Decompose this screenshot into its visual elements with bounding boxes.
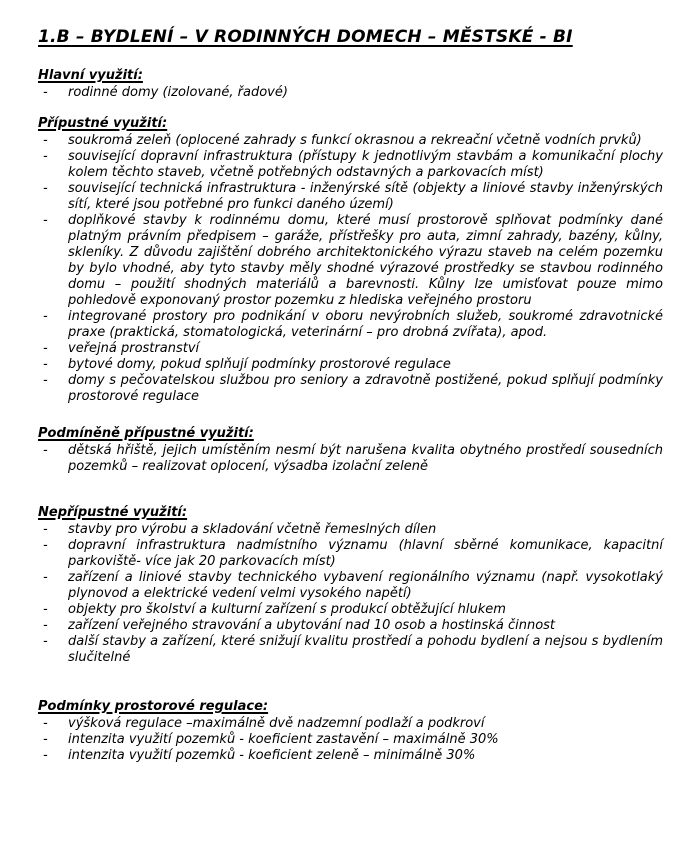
list-item xyxy=(38,443,663,475)
bullet-dash: - xyxy=(43,149,48,164)
section-conditionally-permissible-use xyxy=(38,426,663,475)
bullet-dash: - xyxy=(43,133,48,148)
list-item xyxy=(38,341,663,357)
section-heading: Hlavní využití: xyxy=(38,68,143,83)
list-item-text: veřejná prostranství xyxy=(68,341,200,356)
list-item xyxy=(38,716,663,732)
bullet-dash: - xyxy=(43,213,48,228)
list-item xyxy=(38,748,663,764)
list-item xyxy=(38,181,663,213)
bullet-dash: - xyxy=(43,716,48,731)
section-impermissible-use xyxy=(38,505,663,666)
list-item xyxy=(38,602,663,618)
bullet-dash: - xyxy=(43,748,48,763)
bullet-dash: - xyxy=(43,181,48,196)
list-item-text: intenzita využití pozemků - koeficient zastavění – maximálně 30% xyxy=(68,732,499,747)
list-item-text: intenzita využití pozemků - koeficient zeleně – minimálně 30% xyxy=(68,748,476,763)
section-heading: Podmíněně přípustné využití: xyxy=(38,426,254,441)
section-permissible-use xyxy=(38,116,663,405)
bullet-dash: - xyxy=(43,373,48,388)
bullet-dash: - xyxy=(43,341,48,356)
section-spatial-regulation xyxy=(38,699,663,764)
list-item-text: související technická infrastruktura - inženýrské sítě (objekty a liniové stavby inženýrských sítí, které jsou potřebné pro funkci daného území) xyxy=(68,181,663,212)
list-item-text: rodinné domy (izolované, řadové) xyxy=(68,85,288,100)
list-item-text: doplňkové stavby k rodinnému domu, které musí prostorově splňovat podmínky dané platným právním předpisem – garáže, přístřešky pro auta, zimní zahrady, bazény, kůlny, skleníky. Z důvodu zajištění dobrého architektonického výrazu staveb na celém pozemku by bylo vhodné, aby tyto stavby měly shodné výrazové prostředky se stavbou rodinného domu – použití shodných materiálů a barevnosti. Kůlny lze umisťovat pouze mimo pohledově exponovaný prostor pozemku z hlediska veřejného prostoru xyxy=(68,213,663,308)
list-item-text: bytové domy, pokud splňují podmínky prostorové regulace xyxy=(68,357,451,372)
list-item-text: dopravní infrastruktura nadmístního významu (hlavní sběrné komunikace, kapacitní parkoviště- více jak 20 parkovacích míst) xyxy=(68,538,663,569)
bullet-dash: - xyxy=(43,602,48,617)
list-item-text: zařízení veřejného stravování a ubytování nad 10 osob a hostinská činnost xyxy=(68,618,556,633)
list-item-text: stavby pro výrobu a skladování včetně řemeslných dílen xyxy=(68,522,437,537)
bullet-dash: - xyxy=(43,85,48,100)
section-heading: Podmínky prostorové regulace: xyxy=(38,699,269,714)
bullet-dash: - xyxy=(43,570,48,585)
list-item-text: zařízení a liniové stavby technického vybavení regionálního významu (např. vysokotlaký plynovod a elektrické vedení velmi vysokého napětí) xyxy=(68,570,663,601)
list-item-text: další stavby a zařízení, které snižují kvalitu prostředí a pohodu bydlení a nejsou s bydlením slučitelné xyxy=(68,634,663,665)
list-item xyxy=(38,213,663,309)
list-item-text: dětská hřiště, jejich umístěním nesmí být narušena kvalita obytného prostředí sousedních pozemků – realizovat oplocení, výsadba izolační zeleně xyxy=(68,443,663,474)
bullet-dash: - xyxy=(43,443,48,458)
page-title: 1.B – BYDLENÍ – V RODINNÝCH DOMECH – MĚSTSKÉ - BI xyxy=(38,27,573,47)
bullet-dash: - xyxy=(43,634,48,649)
section-main-use xyxy=(38,68,663,101)
bullet-dash: - xyxy=(43,357,48,372)
bullet-dash: - xyxy=(43,538,48,553)
list-item xyxy=(38,570,663,602)
bullet-dash: - xyxy=(43,732,48,747)
list-item xyxy=(38,357,663,373)
list-item-text: soukromá zeleň (oplocené zahrady s funkcí okrasnou a rekreační včetně vodních prvků) xyxy=(68,133,642,148)
list-item-text: domy s pečovatelskou službou pro seniory a zdravotně postižené, pokud splňují podmínky prostorové regulace xyxy=(68,373,663,404)
list-item-text: integrované prostory pro podnikání v oboru nevýrobních služeb, soukromé zdravotnické praxe (praktická, stomatologická, veterinární – pro drobná zvířata), apod. xyxy=(68,309,663,340)
list-item-text: související dopravní infrastruktura (přístupy k jednotlivým stavbám a komunikační plochy kolem těchto staveb, včetně potřebných odstavných a parkovacích míst) xyxy=(68,149,663,180)
bullet-dash: - xyxy=(43,309,48,324)
list-item xyxy=(38,634,663,666)
list-item xyxy=(38,309,663,341)
list-item-text: objekty pro školství a kulturní zařízení s produkcí obtěžující hlukem xyxy=(68,602,506,617)
section-heading: Přípustné využití: xyxy=(38,116,168,131)
list-item xyxy=(38,373,663,405)
bullet-dash: - xyxy=(43,522,48,537)
list-item xyxy=(38,85,663,101)
section-heading: Nepřípustné využití: xyxy=(38,505,188,520)
list-item xyxy=(38,618,663,634)
list-item xyxy=(38,149,663,181)
list-item xyxy=(38,732,663,748)
list-item xyxy=(38,522,663,538)
list-item xyxy=(38,133,663,149)
list-item xyxy=(38,538,663,570)
list-item-text: výšková regulace –maximálně dvě nadzemní podlaží a podkroví xyxy=(68,716,485,731)
bullet-dash: - xyxy=(43,618,48,633)
